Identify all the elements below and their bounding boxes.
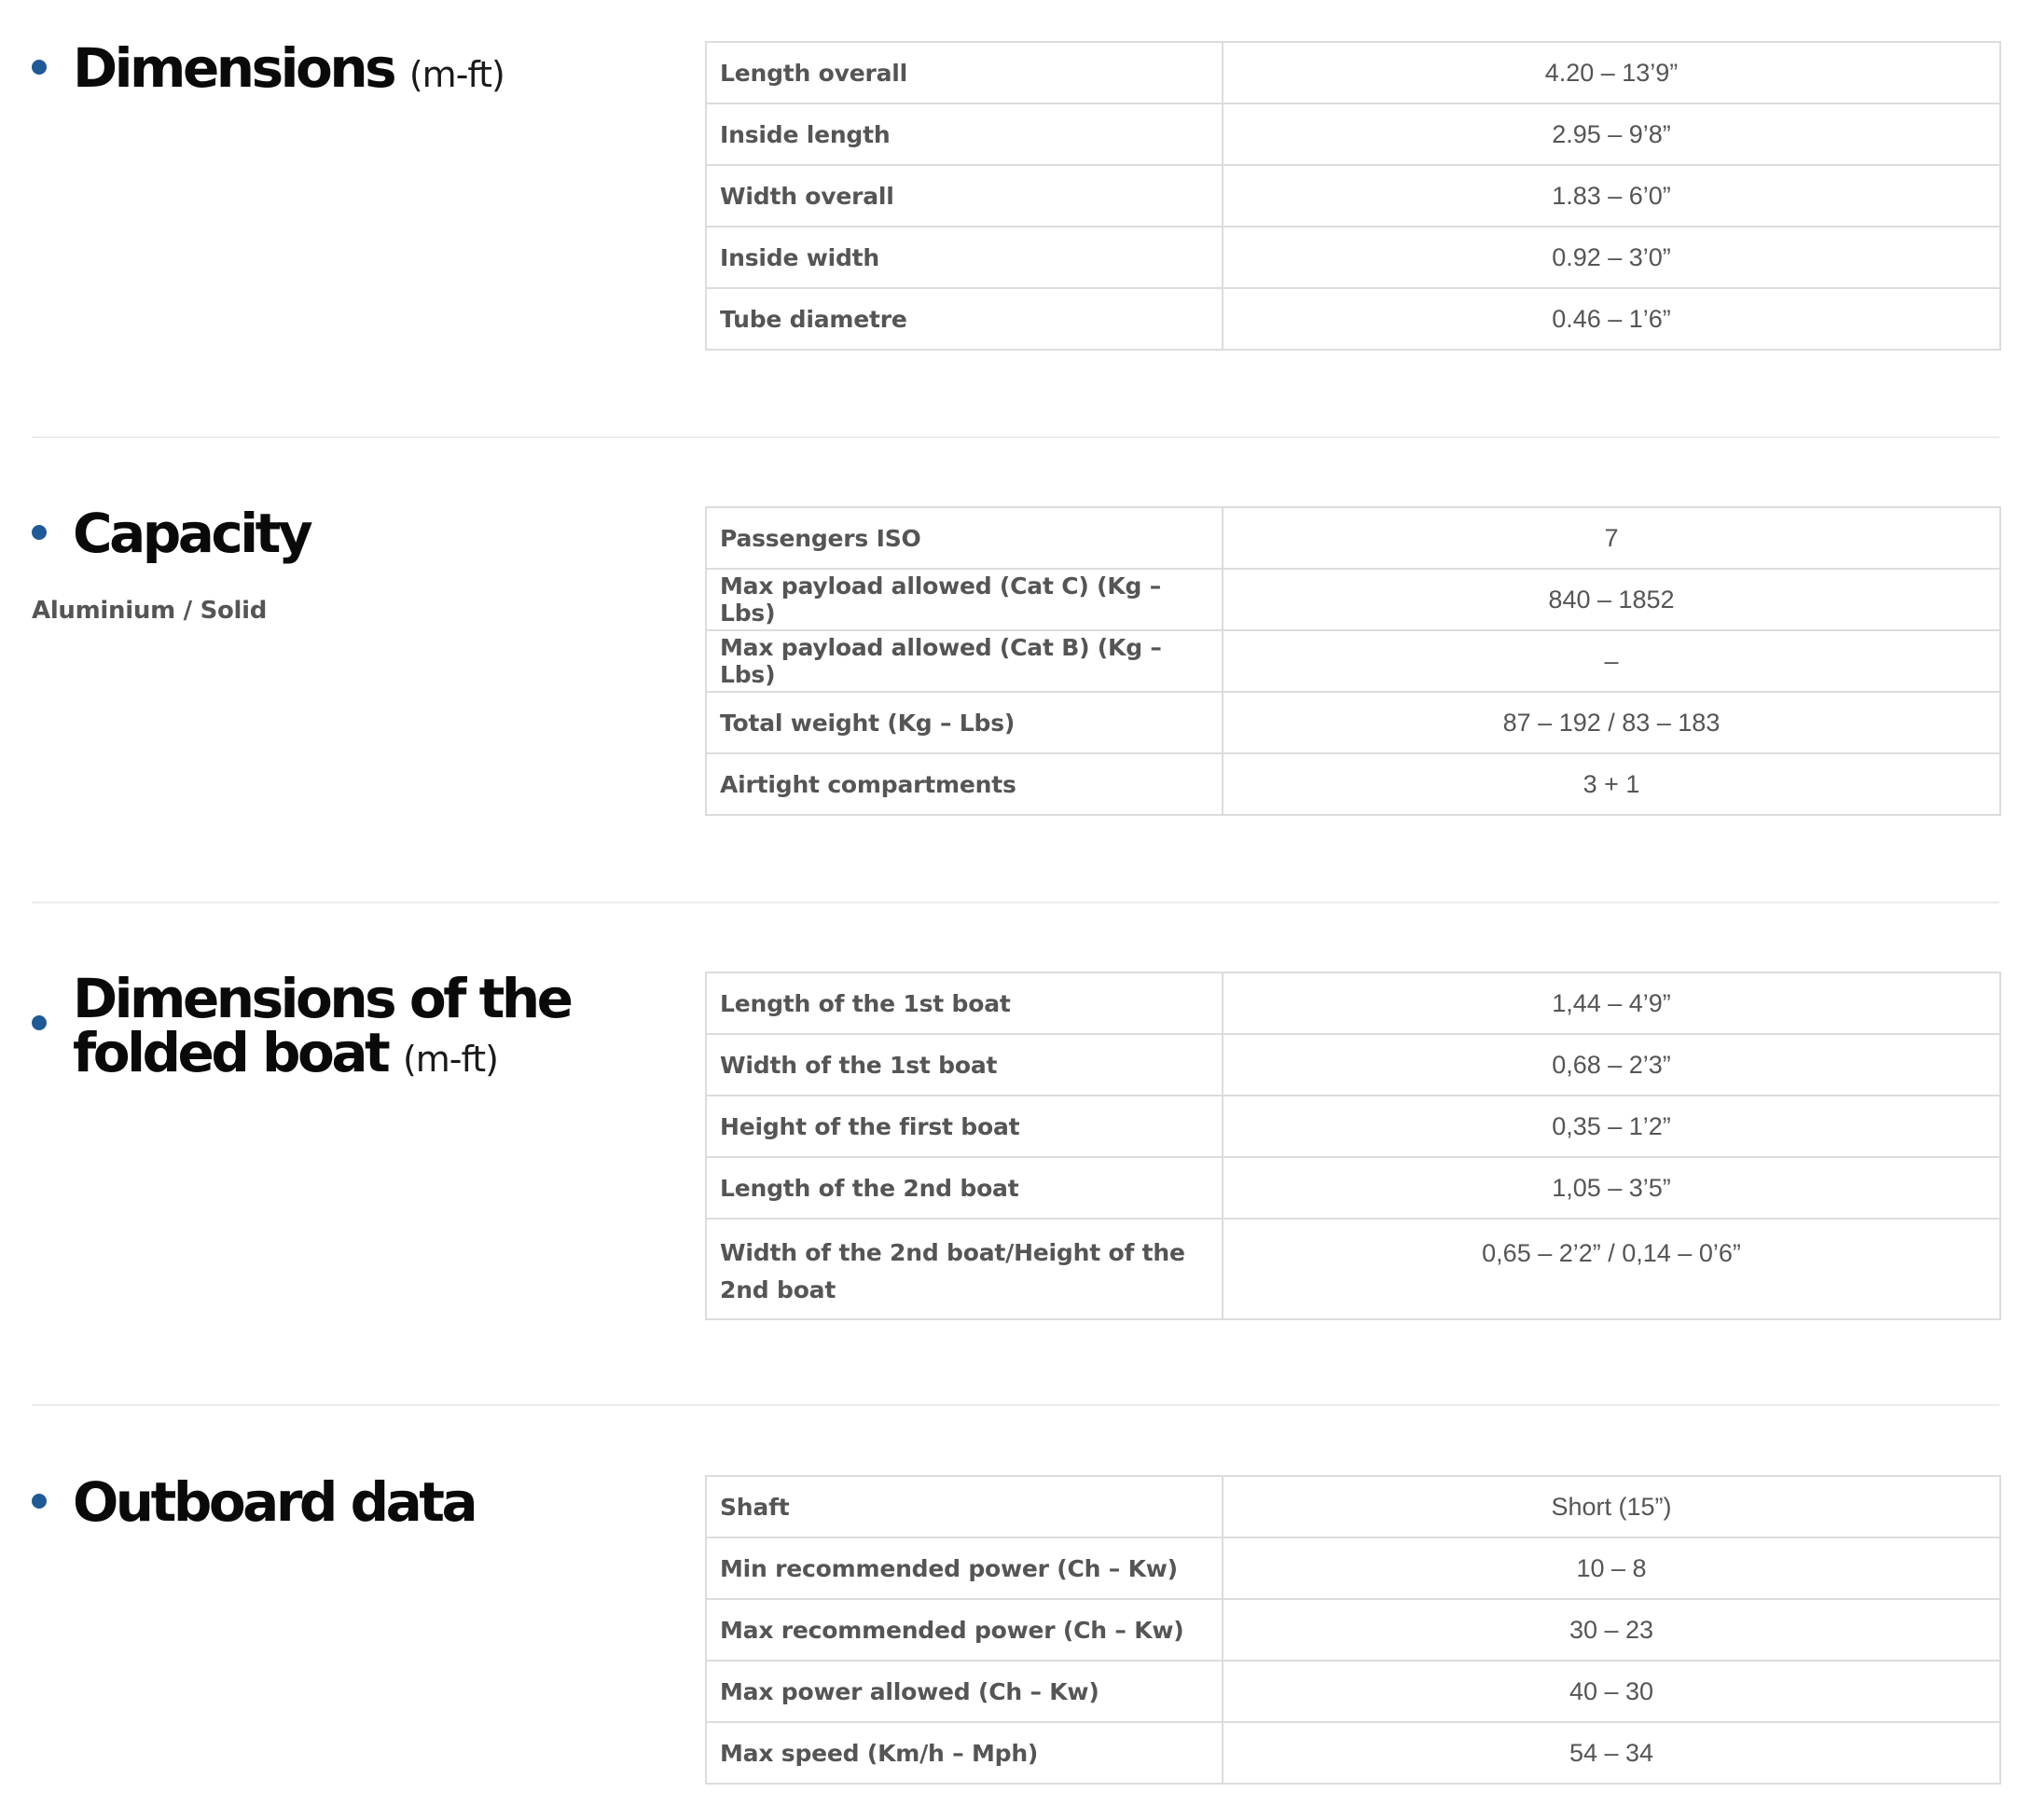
- table-row: [706, 972, 2000, 1034]
- section-divider: [32, 902, 1999, 903]
- table-row: [706, 753, 2000, 815]
- table-row: [706, 1096, 2000, 1157]
- row-label: Max payload allowed (Cat B) (Kg – Lbs): [706, 630, 1223, 692]
- row-label: Inside width: [706, 227, 1223, 288]
- row-value: 7: [1223, 507, 2000, 569]
- row-value: 87 – 192 / 83 – 183: [1223, 692, 2000, 753]
- table-row: [706, 1476, 2000, 1537]
- row-value: 0,65 – 2’2” / 0,14 – 0’6”: [1223, 1219, 2000, 1319]
- section-title-text: Dimensions: [73, 36, 394, 100]
- table-row: [706, 692, 2000, 753]
- row-label: Max speed (Km/h – Mph): [706, 1722, 1223, 1784]
- table-row: [706, 1722, 2000, 1784]
- row-label: Width overall: [706, 165, 1223, 227]
- section-title: Capacity: [73, 502, 311, 565]
- row-value: 3 + 1: [1223, 753, 2000, 815]
- row-label: Total weight (Kg – Lbs): [706, 692, 1223, 753]
- row-label: Tube diametre: [706, 288, 1223, 350]
- table-row: [706, 1661, 2000, 1722]
- spec-table: [705, 41, 2001, 351]
- table-row: [706, 507, 2000, 569]
- row-label: Length of the 1st boat: [706, 972, 1223, 1034]
- row-value: 0,35 – 1’2”: [1223, 1096, 2000, 1157]
- row-value: 1.83 – 6’0”: [1223, 165, 2000, 227]
- row-label: Airtight compartments: [706, 753, 1223, 815]
- row-value: 840 – 1852: [1223, 569, 2000, 630]
- row-label: Max recommended power (Ch – Kw): [706, 1599, 1223, 1661]
- bullet-icon: [32, 60, 47, 75]
- table-row: [706, 1157, 2000, 1219]
- table-row: [706, 1034, 2000, 1096]
- table-row: [706, 1537, 2000, 1599]
- table-row: [706, 227, 2000, 288]
- table-row: [706, 630, 2000, 692]
- row-value: 0,68 – 2’3”: [1223, 1034, 2000, 1096]
- spec-table: [705, 1475, 2001, 1785]
- table-row: [706, 569, 2000, 630]
- row-label: Passengers ISO: [706, 507, 1223, 569]
- section-title: [73, 967, 670, 1086]
- row-label: Shaft: [706, 1476, 1223, 1537]
- bullet-icon: [32, 1494, 47, 1509]
- section-title: Outboard data: [73, 1470, 476, 1534]
- row-value: –: [1223, 630, 2000, 692]
- row-value: 0.92 – 3’0”: [1223, 227, 2000, 288]
- row-label: Width of the 2nd boat/Height of the 2nd boat: [706, 1219, 1223, 1319]
- row-label: Max power allowed (Ch – Kw): [706, 1661, 1223, 1722]
- row-value: 30 – 23: [1223, 1599, 2000, 1661]
- row-value: 54 – 34: [1223, 1722, 2000, 1784]
- table-row: [706, 165, 2000, 227]
- spec-table: [705, 506, 2001, 816]
- table-row: [706, 42, 2000, 103]
- section-divider: [32, 436, 1999, 438]
- row-value: 1,05 – 3’5”: [1223, 1157, 2000, 1219]
- row-label: Height of the first boat: [706, 1096, 1223, 1157]
- row-label: Length overall: [706, 42, 1223, 103]
- unit-label: (m-ft): [402, 1039, 498, 1080]
- row-value: 10 – 8: [1223, 1537, 2000, 1599]
- row-label: Max payload allowed (Cat C) (Kg – Lbs): [706, 569, 1223, 630]
- row-value: 4.20 – 13’9”: [1223, 42, 2000, 103]
- row-value: 40 – 30: [1223, 1661, 2000, 1722]
- section-subtitle: Aluminium / Solid: [32, 597, 268, 625]
- table-row: [706, 288, 2000, 350]
- row-label: Inside length: [706, 103, 1223, 165]
- spec-table: [705, 972, 2001, 1320]
- unit-label: (m-ft): [408, 54, 504, 95]
- row-label: Width of the 1st boat: [706, 1034, 1223, 1096]
- bullet-icon: [32, 525, 47, 540]
- section-divider: [32, 1404, 1999, 1406]
- row-value: 0.46 – 1’6”: [1223, 288, 2000, 350]
- table-row: [706, 1599, 2000, 1661]
- row-value: 1,44 – 4’9”: [1223, 972, 2000, 1034]
- table-row: [706, 1219, 2000, 1319]
- bullet-icon: [32, 1015, 47, 1030]
- row-value: Short (15”): [1223, 1476, 2000, 1537]
- row-label: Length of the 2nd boat: [706, 1157, 1223, 1219]
- row-value: 2.95 – 9’8”: [1223, 103, 2000, 165]
- table-row: [706, 103, 2000, 165]
- section-title-text: Dimensions of the folded boat: [73, 967, 571, 1084]
- section-title: [73, 36, 688, 102]
- row-label: Min recommended power (Ch – Kw): [706, 1537, 1223, 1599]
